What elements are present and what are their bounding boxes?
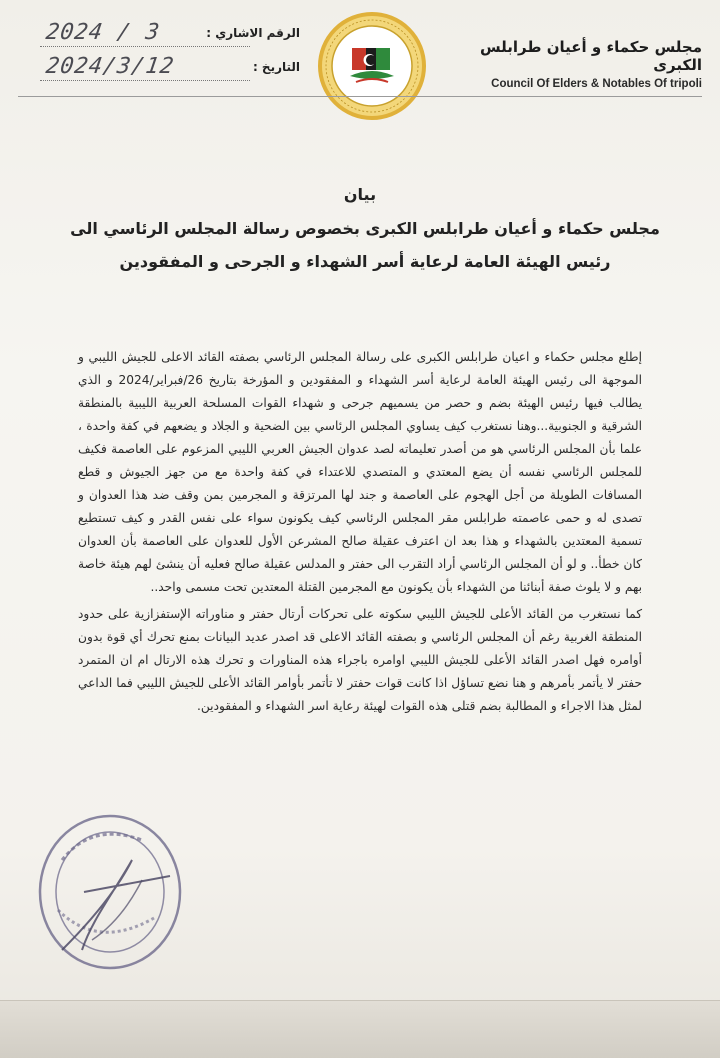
body-paragraph-1: إطلع مجلس حكماء و اعيان طرابلس الكبرى على رسالة المجلس الرئاسي بصفته القائد الاعلى للجيش الليبي و الموجهة الى رئيس الهيئة العامة لرعاية أسر الشهداء و المفقودين و المؤرخة بتاريخ 26/فبراير/2024 و الذي يطالب فيها رئيس الهيئة بضم و حصر من يسميهم جرحى و شهداء القوات المسلحة العربية الليبية بالمنطقة الشرقية و الجنوبية...وهنا نستغرب كيف يساوي المجلس الرئاسي بين الضحية و الجلاد و يضعهم في كفة واحدة ، علما بأن المجلس الرئاسي هو من أصدر تعليماته لصد عدوان الجيش العربي الليبي المزعوم على العاصمة فكيف للمجلس الرئاسي نفسه أن يضع المعتدي و المتصدي للاعتداء في كفة واحدة مع من جهز الجيوش و قطع المسافات الطويلة من أجل الهجوم على العاصمة و جند لها المرتزقة و المجرمين بمن وقف ضد هذا العدوان و تصدى له و حمى عاصمته طرابلس مقر المجلس الرئاسي كيف يكونون سواء على نفس القدر و كيف تستطيع تسمية المعتدين بالشهداء و هذا بعد ان اعترف عقيلة صالح المشرعن الأول للعدوان على العاصمة بأن العدوان كان خطأ.. و لو أن المجلس الرئاسي أراد التقرب الى حفتر و المدلس عقيلة صالح فعليه أن ينشئ لهم هيئة خاصة بهم و لا يلوث صفة أبنائنا من الشهداء بأن يكونون مع المجرمين القتلة المعتدين تحت مسمى واحد.. [78, 350, 642, 594]
council-stamp [22, 800, 192, 980]
page-bottom-edge [0, 1000, 720, 1058]
body-paragraph-2: كما نستغرب من القائد الأعلى للجيش الليبي سكوته على تحركات أرتال حفتر و مناوراته الإستفزازية على حدود المنطقة الغربية رغم أن المجلس الرئاسي و بصفته القائد الاعلى قد اصدر عديد البيانات بمنع تحرك أي قوة بدون أوامره فهل اصدر القائد الأعلى للجيش الليبي اوامره باجراء هذه المناورات و تحرك هذه الارتال ام ان المتمرد حفتر لا يأتمر بأمرهم و هنا نضع تساؤل اذا كانت قوات حفتر لا تأتمر بأوامر القائد الأعلى للجيش الليبي فما الداعي لمثل هذا الاجراء و المطالبة بضم قتلى هذه القوات لهيئة رعاية اسر الشهداء و المفقودين. [78, 607, 642, 713]
reference-block [40, 18, 300, 88]
reference-number-line [40, 46, 250, 47]
org-name-english: Council Of Elders & Notables Of tripoli [491, 78, 702, 90]
org-name-arabic: مجلس حكماء و أعيان طرابلس الكبرى [479, 38, 702, 74]
date-row [40, 54, 300, 84]
date-value: 2024/3/12 [44, 54, 176, 79]
statement-subject [40, 212, 690, 278]
date-line [40, 80, 250, 81]
subject-line-1: مجلس حكماء و أعيان طرابلس الكبرى بخصوص رسالة المجلس الرئاسي الى [70, 219, 660, 238]
reference-number-label: الرقم الاشاري : [206, 26, 300, 40]
letterhead-organization [432, 38, 702, 90]
reference-number-value: 2024 / 3 [44, 20, 162, 45]
header-divider [18, 96, 702, 97]
reference-number-row [40, 20, 300, 50]
statement-body [78, 346, 642, 718]
signature-mark [62, 860, 170, 950]
date-label: التاريخ : [252, 60, 300, 74]
subject-line-2: رئيس الهيئة العامة لرعاية أسر الشهداء و الجرحى و المفقودين [119, 252, 611, 271]
statement-title: بيان [343, 185, 377, 204]
council-logo [316, 10, 428, 122]
